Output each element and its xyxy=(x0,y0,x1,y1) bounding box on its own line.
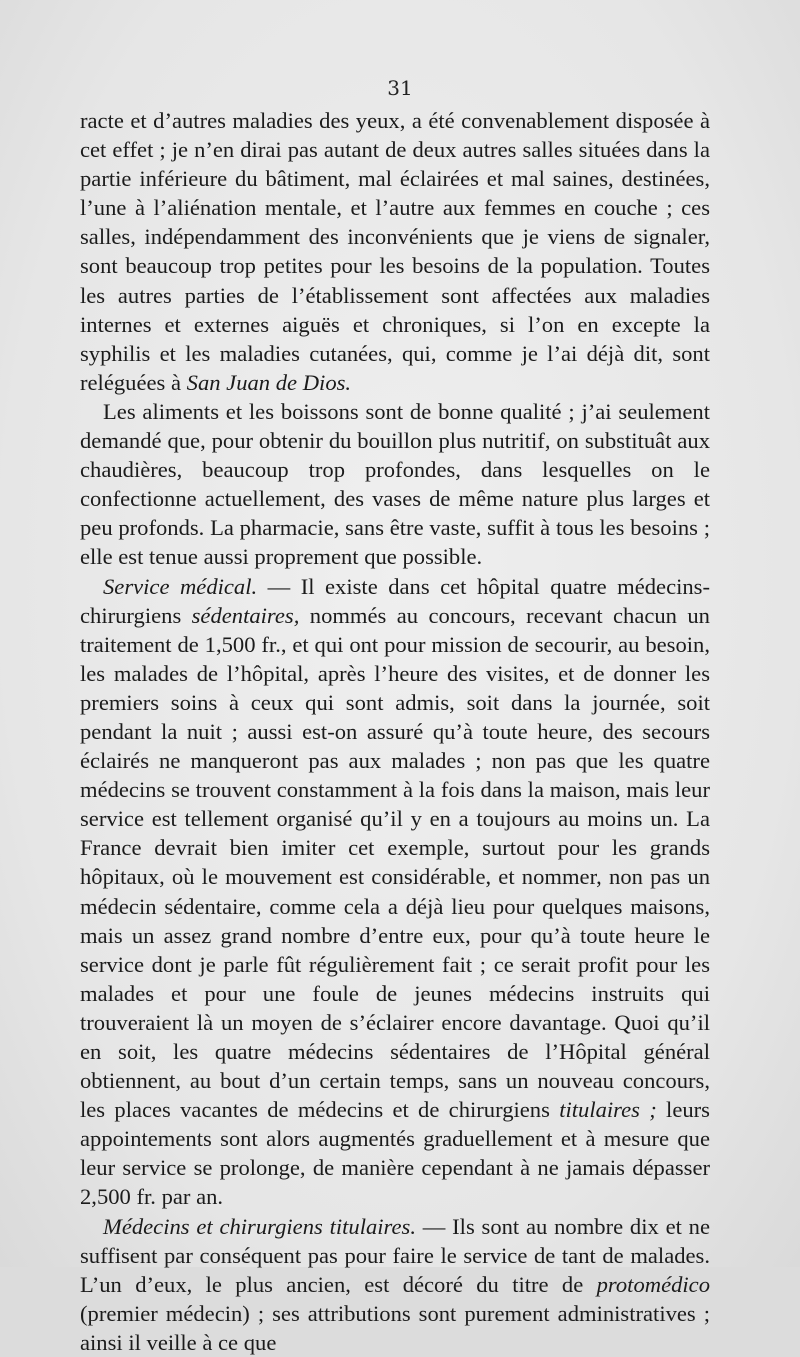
italic-text-run: sédentaires, xyxy=(191,602,300,628)
paragraph-3 xyxy=(80,572,710,1212)
body-text xyxy=(80,106,710,1357)
text-run: racte et d’autres maladies des yeux, a été convenablement disposée à cet effet ; je n’en dirai pas autant de deux autres salles situées dans la partie inférieure du bâtiment, mal éclairées et mal saines, destinées, l’une à l’aliénation mentale, et l’autre aux femmes en couche ; ces salles, indépendamment des inconvénients que je viens de signaler, sont beaucoup trop petites pour les besoins de la population. Toutes les autres parties de l’établissement sont affectées aux maladies internes et externes aiguës et chroniques, si l’on en excepte la syphilis et les maladies cutanées, qui, comme je l’ai déjà dit, sont reléguées à xyxy=(80,108,710,395)
italic-text-run: titulaires ; xyxy=(559,1097,657,1123)
text-run: Les aliments et les boissons sont de bonne qualité ; j’ai seulement demandé que, pour obtenir du bouillon plus nutritif, on substituât aux chaudières, beaucoup trop profondes, dans lesquelles on le confectionne actuellement, des vases de même nature plus larges et peu profonds. La pharmacie, sans être vaste, suffit à tous les besoins ; elle est tenue aussi proprement que possible. xyxy=(80,398,710,570)
page-number: 31 xyxy=(387,76,413,100)
italic-text-run: Service médical. xyxy=(103,573,258,599)
text-run: — Il existe dans cet hôpital quatre médecins-chirurgiens xyxy=(80,573,710,628)
italic-text-run: San Juan de Dios. xyxy=(186,369,352,395)
paragraph-2 xyxy=(80,397,710,572)
paragraph-1 xyxy=(80,106,710,397)
text-run: nommés au concours, recevant chacun un traitement de 1,500 fr., et qui ont pour mission de secourir, au besoin, les malades de l’hôpital, après l’heure des visites, et de donner les premiers soins à ceux qui sont admis, soit dans la journée, soit pendant la nuit ; aussi est-on assuré qu’à toute heure, des secours éclairés ne manqueront pas aux malades ; non pas que les quatre médecins se trouvent constamment à la fois dans la maison, mais leur service est tellement organisé qu’il y en a toujours au moins un. La France devrait bien imiter cet exemple, surtout pour les grands hôpitaux, où le mouvement est considérable, et nommer, non pas un médecin sédentaire, comme cela a déjà lieu pour quelques maisons, mais un assez grand nombre d’entre eux, pour qu’à toute heure le service dont je parle fût régulièrement fait ; ce serait profit pour les malades et pour une foule de jeunes médecins instruits qui trouveraient là un moyen de s’éclairer encore davantage. Quoi qu’il en soit, les quatre médecins sédentaires de l’Hôpital général obtiennent, au bout d’un certain temps, sans un nouveau concours, les places vacantes de médecins et de chirurgiens xyxy=(80,602,710,1123)
text-run: (premier médecin) ; ses attributions sont purement administratives ; ainsi il veille à ce que xyxy=(80,1300,710,1355)
text-run: leurs appointements sont alors augmentés graduellement et à mesure que leur service se prolonge, de manière cependant à ne jamais dépasser 2,500 fr. par an. xyxy=(80,1097,710,1210)
paragraph-4 xyxy=(80,1212,710,1357)
italic-text-run: Médecins et chirurgiens titulaires. xyxy=(103,1213,416,1239)
italic-text-run: protomédico xyxy=(596,1271,710,1297)
text-run: — Ils sont au nombre dix et ne suffisent par conséquent pas pour faire le service de tant de malades. L’un d’eux, le plus ancien, est décoré du titre de xyxy=(80,1213,710,1297)
